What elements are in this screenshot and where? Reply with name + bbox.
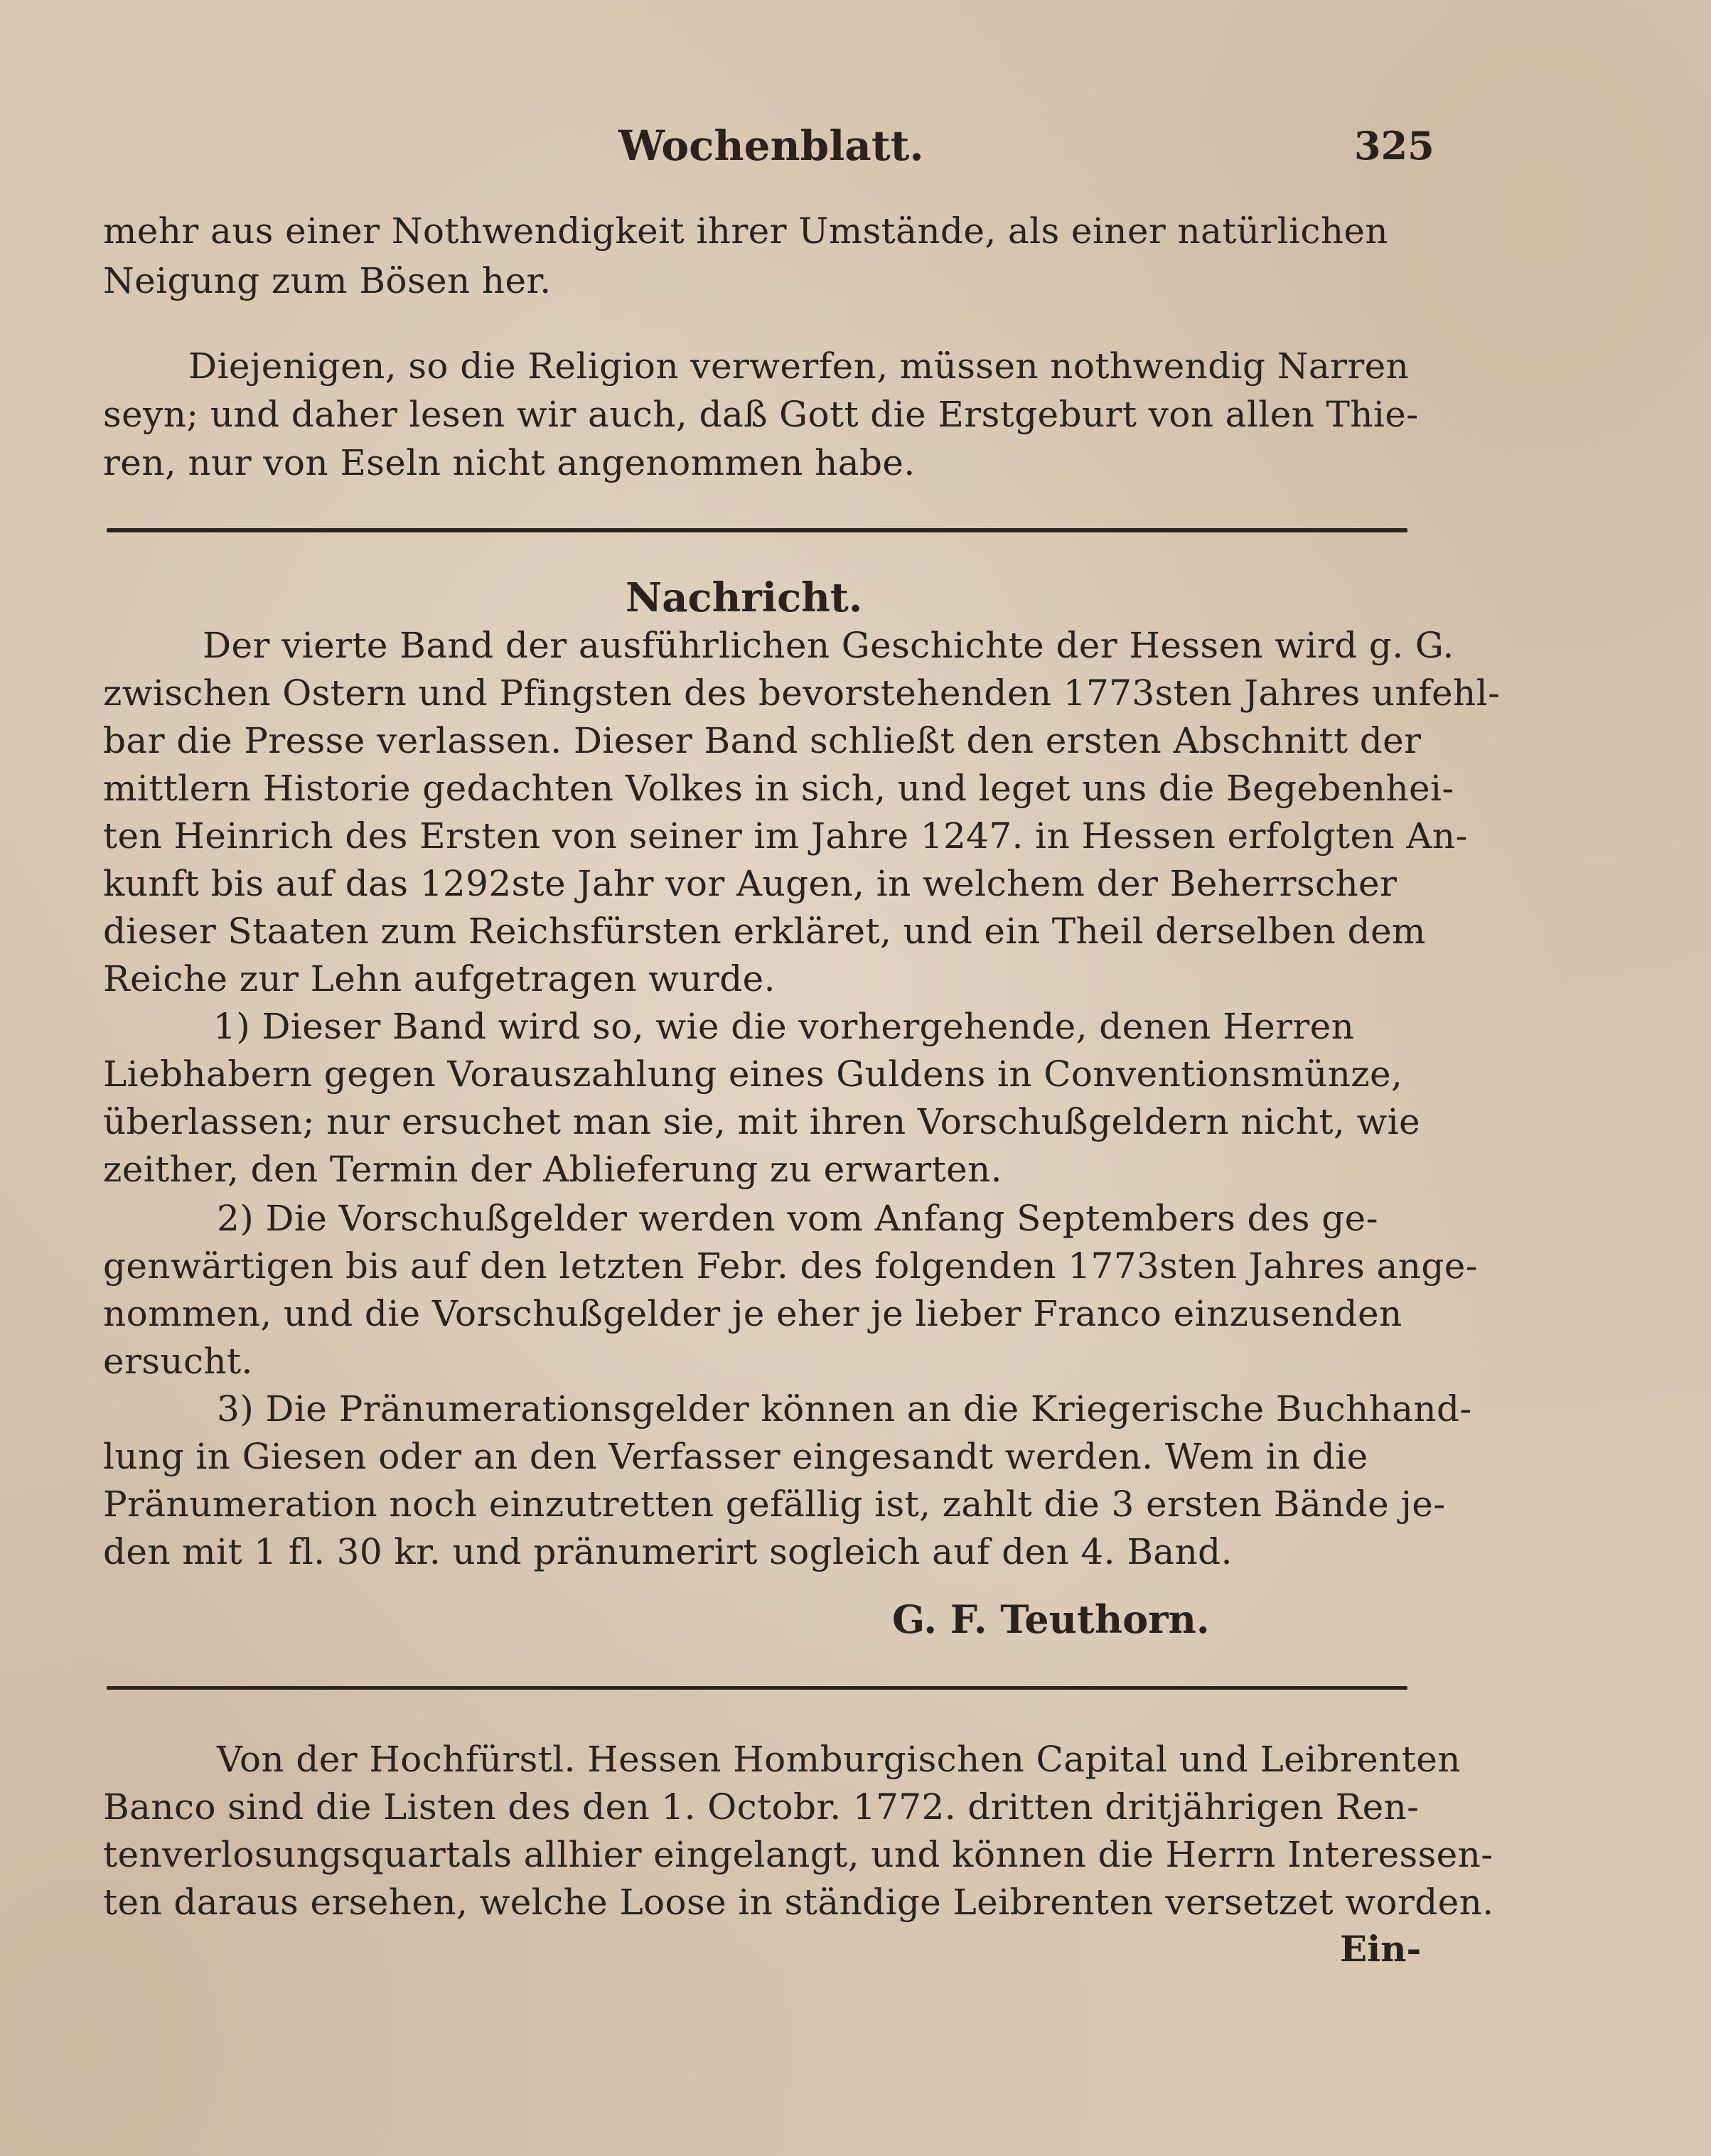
section-divider xyxy=(107,1686,1407,1690)
text-line: Diejenigen, so die Religion verwerfen, müssen nothwendig Narren xyxy=(188,345,1410,387)
text-line: ten Heinrich des Ersten von seiner im Jahre 1247. in Hessen erfolgten An- xyxy=(103,815,1468,857)
text-line: Banco sind die Listen des den 1. Octobr. 1772. dritten dritjährigen Ren- xyxy=(103,1786,1420,1828)
text-line: genwärtigen bis auf den letzten Febr. des folgenden 1773sten Jahres ange- xyxy=(103,1245,1479,1287)
text-line: 2) Die Vorschußgelder werden vom Anfang Septembers des ge- xyxy=(217,1198,1378,1239)
text-line: mittlern Historie gedachten Volkes in sich, und leget uns die Begebenhei- xyxy=(103,768,1454,809)
text-line: überlassen; nur ersuchet man sie, mit ihren Vorschußgeldern nicht, wie xyxy=(103,1101,1421,1142)
text-line: ersucht. xyxy=(103,1341,253,1382)
text-line: dieser Staaten zum Reichsfürsten erkläret, und ein Theil derselben dem xyxy=(103,911,1426,952)
page-number: 325 xyxy=(1354,123,1434,168)
text-line: 1) Dieser Band wird so, wie die vorhergehende, denen Herren xyxy=(213,1006,1355,1047)
text-line: Pränumeration noch einzutretten gefällig ist, zahlt die 3 ersten Bände je- xyxy=(103,1484,1446,1525)
text-line: zeither, den Termin der Ablieferung zu erwarten. xyxy=(103,1149,1002,1190)
text-line: zwischen Ostern und Pfingsten des bevorstehenden 1773sten Jahres unfehl- xyxy=(103,672,1501,714)
catchword: Ein- xyxy=(1340,1928,1422,1970)
text-line: Der vierte Band der ausführlichen Geschichte der Hessen wird g. G. xyxy=(203,625,1454,666)
text-line: ren, nur von Eseln nicht angenommen habe. xyxy=(103,442,916,483)
notice-heading: Nachricht. xyxy=(626,574,863,621)
text-line: 3) Die Pränumerationsgelder können an die Kriegerische Buchhand- xyxy=(217,1388,1472,1430)
text-line: Von der Hochfürstl. Hessen Homburgischen Capital und Leibrenten xyxy=(217,1739,1461,1780)
running-title: Wochenblatt. xyxy=(618,122,924,170)
text-line: lung in Giesen oder an den Verfasser eingesandt werden. Wem in die xyxy=(103,1436,1368,1477)
signature: G. F. Teuthorn. xyxy=(892,1597,1210,1642)
text-line: ten daraus ersehen, welche Loose in ständige Leibrenten versetzet worden. xyxy=(103,1882,1494,1923)
text-line: den mit 1 fl. 30 kr. und pränumerirt sogleich auf den 4. Band. xyxy=(103,1531,1233,1572)
text-line: mehr aus einer Nothwendigkeit ihrer Umstände, als einer natürlichen xyxy=(103,210,1389,252)
text-line: kunft bis auf das 1292ste Jahr vor Augen, in welchem der Beherrscher xyxy=(103,863,1398,904)
text-line: tenverlosungsquartals allhier eingelangt, und können die Herrn Interessen- xyxy=(103,1834,1493,1875)
text-line: bar die Presse verlassen. Dieser Band schließt den ersten Abschnitt der xyxy=(103,720,1422,761)
text-line: nommen, und die Vorschußgelder je eher je lieber Franco einzusenden xyxy=(103,1293,1402,1334)
text-line: seyn; und daher lesen wir auch, daß Gott die Erstgeburt von allen Thie- xyxy=(103,394,1419,435)
text-line: Reiche zur Lehn aufgetragen wurde. xyxy=(103,958,776,999)
section-divider xyxy=(107,528,1407,532)
text-line: Neigung zum Bösen her. xyxy=(103,260,552,301)
text-line: Liebhabern gegen Vorauszahlung eines Guldens in Conventionsmünze, xyxy=(103,1053,1403,1095)
